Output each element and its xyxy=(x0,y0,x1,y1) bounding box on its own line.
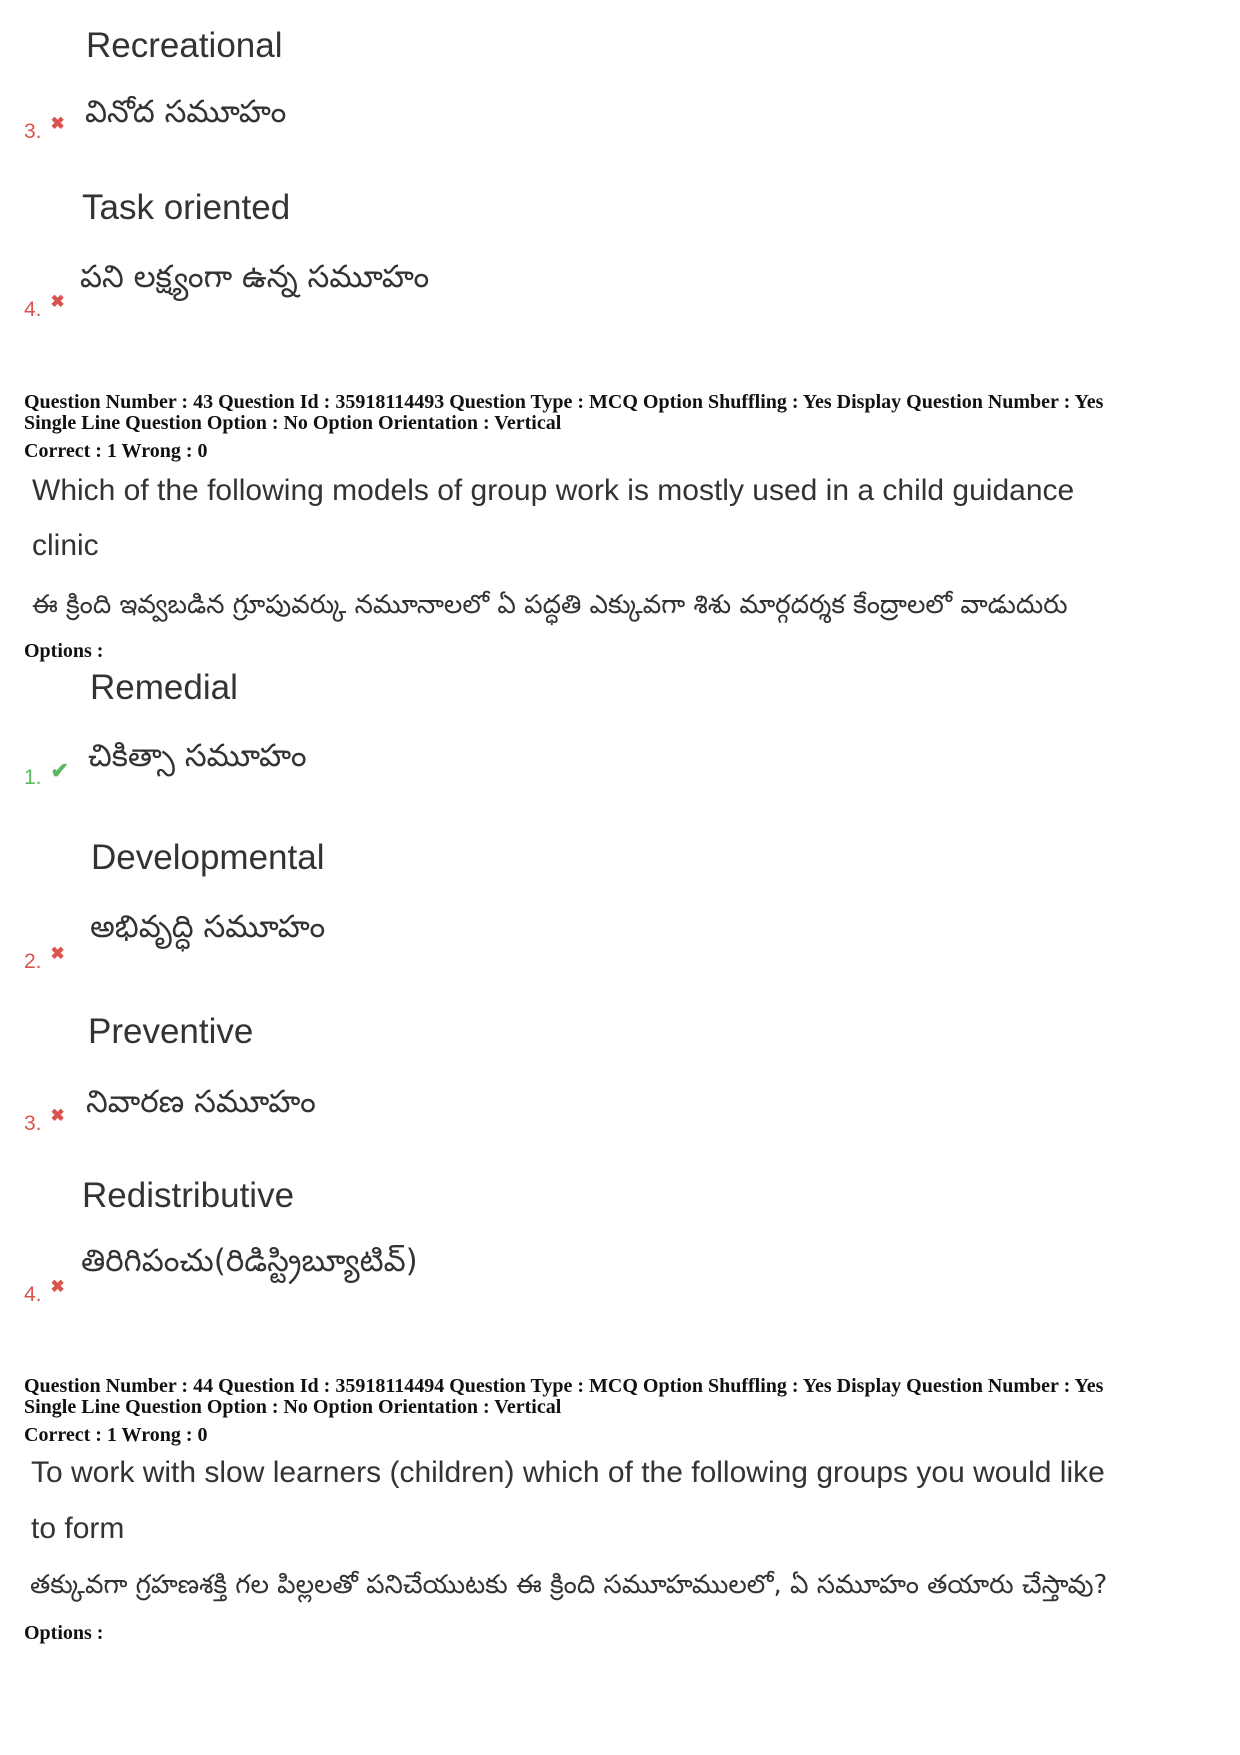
options-label: Options : xyxy=(24,640,104,662)
wrong-mark-icon: ✖ xyxy=(50,292,65,311)
correct-check-icon: ✔ xyxy=(50,758,69,783)
option-text-en: Redistributive xyxy=(82,1176,295,1215)
question-text-te: తక్కువగా గ్రహణశక్తి గల పిల్లలతో పనిచేయుటకు ఈ క్రింది సమూహములలో, ఏ సమూహం తయారు చేస్తావు? xyxy=(30,1570,1108,1600)
question-marks: Correct : 1 Wrong : 0 xyxy=(24,1424,208,1446)
option-number: 4. ✖ xyxy=(24,1277,65,1306)
option-number: 3. ✖ xyxy=(24,1106,65,1135)
option-text-te: అభివృద్ధి సమూహం xyxy=(90,909,326,945)
option-number: 4. ✖ xyxy=(24,292,65,321)
option-text-en: Preventive xyxy=(88,1012,254,1051)
option-text-te: చికిత్సా సమూహం xyxy=(88,738,307,774)
question-text-en-line2: clinic xyxy=(32,529,99,562)
option-text-te: వినోద సమూహం xyxy=(85,94,287,130)
question-text-en-line2: to form xyxy=(31,1512,125,1545)
options-label: Options : xyxy=(24,1622,104,1644)
option-text-te: పని లక్ష్యంగా ఉన్న సమూహం xyxy=(80,259,430,295)
option-text-en: Remedial xyxy=(90,668,238,707)
question-text-en-line1: Which of the following models of group work is mostly used in a child guidance xyxy=(32,474,1075,507)
question-meta-line2: Single Line Question Option : No Option Orientation : Vertical xyxy=(24,1396,562,1418)
option-text-te: నివారణ సమూహం xyxy=(86,1084,316,1120)
question-meta-line1: Question Number : 43 Question Id : 35918114493 Question Type : MCQ Option Shuffling : Yes Display Question Number : Yes xyxy=(24,391,1104,413)
option-text-te: తిరిగిపంచు(రిడిస్ట్రిబ్యూటివ్) xyxy=(81,1243,418,1279)
question-meta-line1: Question Number : 44 Question Id : 35918114494 Question Type : MCQ Option Shuffling : Yes Display Question Number : Yes xyxy=(24,1375,1104,1397)
question-meta-line2: Single Line Question Option : No Option Orientation : Vertical xyxy=(24,412,562,434)
option-number: 3. ✖ xyxy=(24,114,65,143)
wrong-mark-icon: ✖ xyxy=(50,114,65,133)
wrong-mark-icon: ✖ xyxy=(50,944,65,963)
option-text-en: Task oriented xyxy=(82,188,291,227)
question-text-te: ఈ క్రింది ఇవ్వబడిన గ్రూపువర్కు నమూనాలలో ఏ పద్ధతి ఎక్కువగా శిశు మార్గదర్శక కేంద్రాలలో వాడుదురు xyxy=(32,590,1068,620)
option-text-en: Developmental xyxy=(91,838,325,877)
question-marks: Correct : 1 Wrong : 0 xyxy=(24,440,208,462)
option-number: 1. ✔ xyxy=(24,758,69,789)
wrong-mark-icon: ✖ xyxy=(50,1277,65,1296)
wrong-mark-icon: ✖ xyxy=(50,1106,65,1125)
option-number: 2. ✖ xyxy=(24,944,65,973)
question-text-en-line1: To work with slow learners (children) which of the following groups you would like xyxy=(31,1456,1105,1489)
option-text-en: Recreational xyxy=(86,26,283,65)
